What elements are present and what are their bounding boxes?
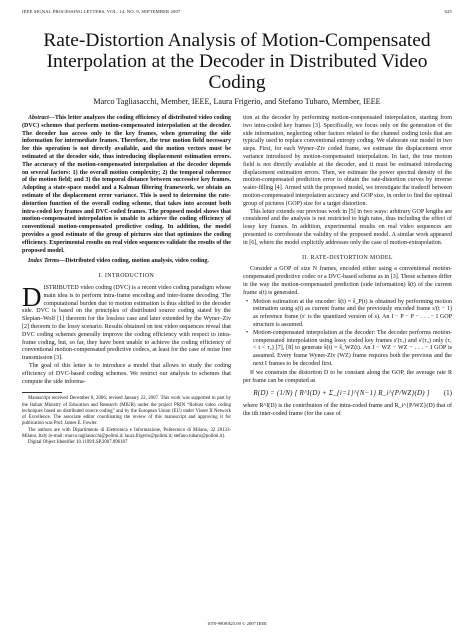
- footnote-divider: [22, 392, 62, 393]
- footnotes: [22, 396, 231, 446]
- copyright-footer: 1070-9908/$25.00 © 2007 IEEE: [207, 621, 267, 626]
- rd-paragraph-2: If we constrain the distortion D to be constant along the GOP, the average rate R per frame can be computed as: [243, 369, 452, 384]
- index-terms-text: Distributed video coding, motion analysis, video coding.: [65, 258, 209, 265]
- equation-body: R(D) = (1/N) [ R^I(D) + Σ_{i=1}^{N−1} R_i^{P/WZ}(D) ]: [253, 389, 430, 398]
- rd-paragraph-1: Consider a GOP of size N frames, encoded either using a conventional motion-compensated predictive codec or a DVC-based scheme as in [3]. These schemes differ in the way the motion-compensated prediction (side information) ŝ(t) of the current frame s(t) is generated.: [243, 266, 452, 296]
- abstract-text: This letter analyzes the coding efficiency of distributed video coding (DVC) schemes that perform motion-compensated interpolation at the decoder. The decoder has access only to the key frames, when generating the side information for intermediate frames. Therefore, the true motion field necessary for this operation is not directly available, and the motion vectors must be estimated at the decoder side, thus introducing displacement estimation errors. The accuracy of the motion-compensated interpolation at the decoder depends on several factors: 1) the overall motion complexity; 2) the temporal coherence of the motion field; and 3) the temporal distance between successive key frames. Adopting a state-space model and a Kalman filtering framework, we obtain an estimate of the displacement error variance. This is used to determine the rate-distortion function of the overall coding scheme, that takes into account both intra-coded key frames and DVC-coded frames. The proposed model shows that motion-compensated interpolation is unable to achieve the coding efficiency of conventional motion-compensated predictive coding. In addition, the model provides a good estimate of the group of pictures size that optimizes the coding efficiency. Experimental results on real video sequences validate the results of the proposed model.: [22, 115, 231, 254]
- two-column-body: [22, 115, 452, 447]
- bullet-encoder-estimation: • Motion estimation at the encoder: ŝ(t) = ŝ_P(t) is obtained by performing motion estimation using s(t) as current frame and the previously encoded frame s′(t − 1) as reference frame (s′ is the quantized version of s). An I − P − P − . . . − I GOP structure is assumed.: [243, 299, 452, 330]
- bullet-decoder-interpolation: • Motion-compensated interpolation at the decoder: The decoder performs motion-compensated interpolation using lossy coded key frames s′(τ₁) and s′(τ₂) only (τ₁ < t < τ₂) [7], [8] to generate ŝ(t) = ŝ_WZ(t). An I − WZ − WZ − . . . − I GOP is assumed. Every frame Wyner-Ziv (WZ) frame requires both the previous and the next I frames to be decoded first.: [243, 330, 452, 369]
- running-header: [22, 9, 452, 19]
- left-column: [22, 115, 231, 447]
- index-terms: [22, 258, 231, 266]
- scheme-bullet-list: [243, 299, 452, 369]
- rd-paragraph-3: where R^I(D) is the contribution of the intra-coded frame and R_i^{P/WZ}(D) that of the ith inter-coded frame (for the case of: [243, 403, 452, 417]
- index-terms-label: Index Terms—: [28, 258, 66, 265]
- abstract: [22, 115, 231, 255]
- right-paragraph-1: tion at the decoder by performing motion-compensated interpolation, starting from two intra-coded key frames [3]. Specifically, we focus only on the generation of the side information, neglecting other factors related to the channel coding tools that are typically used to replace conventional entropy coding. We elaborate our model in two steps. First, for each Wyner–Ziv coded frame, we estimate the displacement error variance introduced by motion-compensated interpolation. In fact, the true motion field is not directly available at the decoder, and it must be estimated introducing displacement estimation errors. Then, we estimate the power spectral density of the motion-compensated prediction error to obtain the rate-distortion curves by inverse water-filling [4]. Armed with the proposed model, we investigate the tradeoff between motion-compensated interpolation accuracy and GOP size, in order to find the optimal group of pictures (GOP) size for a target distortion.: [243, 115, 453, 207]
- page-number: 625: [444, 9, 452, 14]
- paper-title: Rate-Distortion Analysis of Motion-Compensated Interpolation at the Decoder in Distributed Video Coding: [43, 30, 431, 93]
- abstract-label: Abstract—: [28, 115, 55, 121]
- right-column: [243, 115, 452, 447]
- equation-1: [243, 390, 452, 398]
- equation-number: (1): [443, 389, 452, 398]
- footnote-manuscript: Manuscript received December 8, 2006; revised January 22, 2007. This work was supported in part by the Italian Ministry of Education and Research (MIUR) under the project PRIN “Robust video coding techniques based on distributed source coding” and by the European Union (EU) under Visnet II Network of Excellence. The associate editor coordinating the review of this manuscript and approving it for publication was Prof. James E. Fowler.: [22, 396, 231, 427]
- journal-name: IEEE SIGNAL PROCESSING LETTERS, VOL. 14, NO. 9, SEPTEMBER 2007: [22, 9, 181, 14]
- footnote-affiliation: The authors are with Dipartimento di Elettronica e Informazione, Politecnico di Milano, 32 20133-Milano, Italy (e-mail: marco.tagliasacchi@polimi.it; laura.frigerio@polimi.it; stefano.tubaro@polimi.it).: [22, 427, 231, 440]
- author-list: Marco Tagliasacchi, Member, IEEE, Laura Frigerio, and Stefano Tubaro, Member, IEEE: [93, 97, 381, 106]
- footnote-doi: Digital Object Identifier 10.1109/LSP.2007.896187: [28, 440, 128, 446]
- section-heading-introduction: I. INTRODUCTION: [98, 273, 155, 280]
- intro-paragraph-2: The goal of this letter is to introduce a model that allows to study the coding efficiency of DVC-based coding schemes. We restrict our analysis to schemes that compute the side informa-: [22, 362, 231, 385]
- right-paragraph-2: This letter extends our previous work in [5] in two ways: arbitrary GOP lengths are considered and the analysis is not restricted to high rates, thus including the effect of lossy key frames. In addition, experimental results on real video sequences are presented to corroborate the validity of the proposed model. A similar work appeared in [6], where the model explicitly addresses only the case of motion-extrapolation.: [243, 208, 452, 246]
- section-heading-rd-model: II. RATE-DISTORTION MODEL: [302, 254, 393, 261]
- intro-paragraph-1: DISTRIBUTED video coding (DVC) is a recent video coding paradigm whose main idea is to perform intra-frame encoding and inter-frame decoding. The computational burden due to motion estimation is thus shifted to the decoder side. DVC is based on the principles of distributed source coding stated by the Slepian–Wolf [1] theorem for the lossless case and later extended by the Wyner–Ziv [2] theorem to the lossy scenario. Results obtained on test video sequences reveal that DVC coding schemes generally improve the coding efficiency with respect to intra-frame coding, but, so far, they have been unable to achieve the coding efficiency of conventional motion-compensated predictive codecs, at least for the case of noise free transmission [3].: [22, 281, 231, 362]
